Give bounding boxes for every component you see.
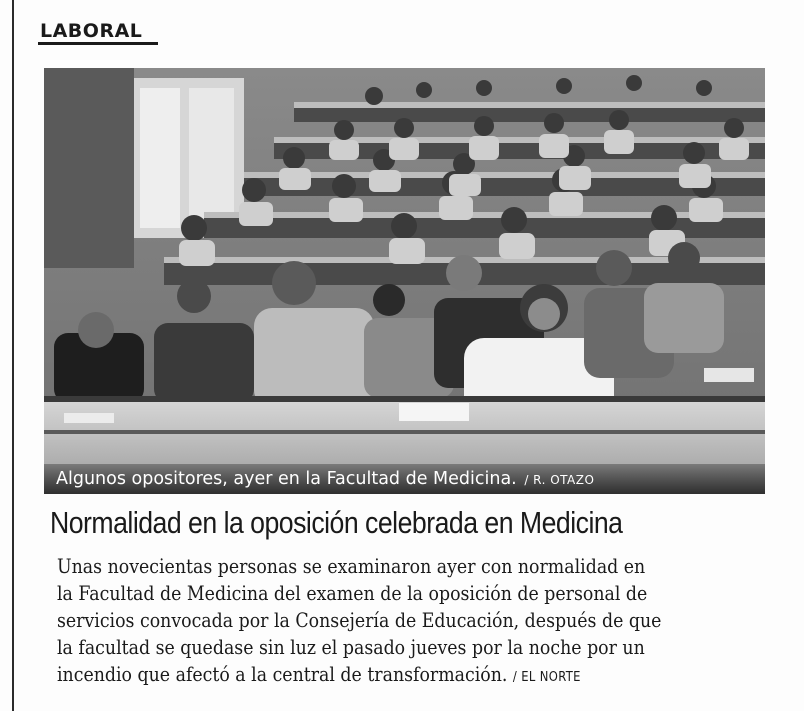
section-underline: [38, 42, 158, 45]
article-line: Unas novecientas personas se examinaron ayer con normalidad en: [57, 555, 646, 578]
article-line: la facultad se quedase sin luz el pasado jueves por la noche por un: [57, 636, 645, 659]
section-title: LABORAL: [40, 20, 143, 42]
photo-credit: / R. OTAZO: [524, 473, 595, 487]
photo-caption: [56, 469, 594, 489]
article-line: servicios convocada por la Consejería de Educación, después de que: [57, 609, 662, 632]
article-line: la Facultad de Medicina del examen de la oposición de personal de: [57, 582, 648, 605]
article-body: [57, 553, 777, 691]
photo-caption-text: Algunos opositores, ayer en la Facultad de Medicina.: [56, 469, 517, 489]
photo-caption-bar: [44, 464, 765, 494]
classroom-photo-image: [44, 68, 765, 494]
news-photo: [44, 68, 765, 494]
article-last-line: [57, 661, 698, 691]
article-line-text: incendio que afectó a la central de transformación.: [57, 663, 508, 686]
article-credit: / EL NORTE: [512, 670, 581, 685]
column-rule: [12, 0, 14, 711]
article-headline: Normalidad en la oposición celebrada en Medicina: [50, 505, 623, 540]
